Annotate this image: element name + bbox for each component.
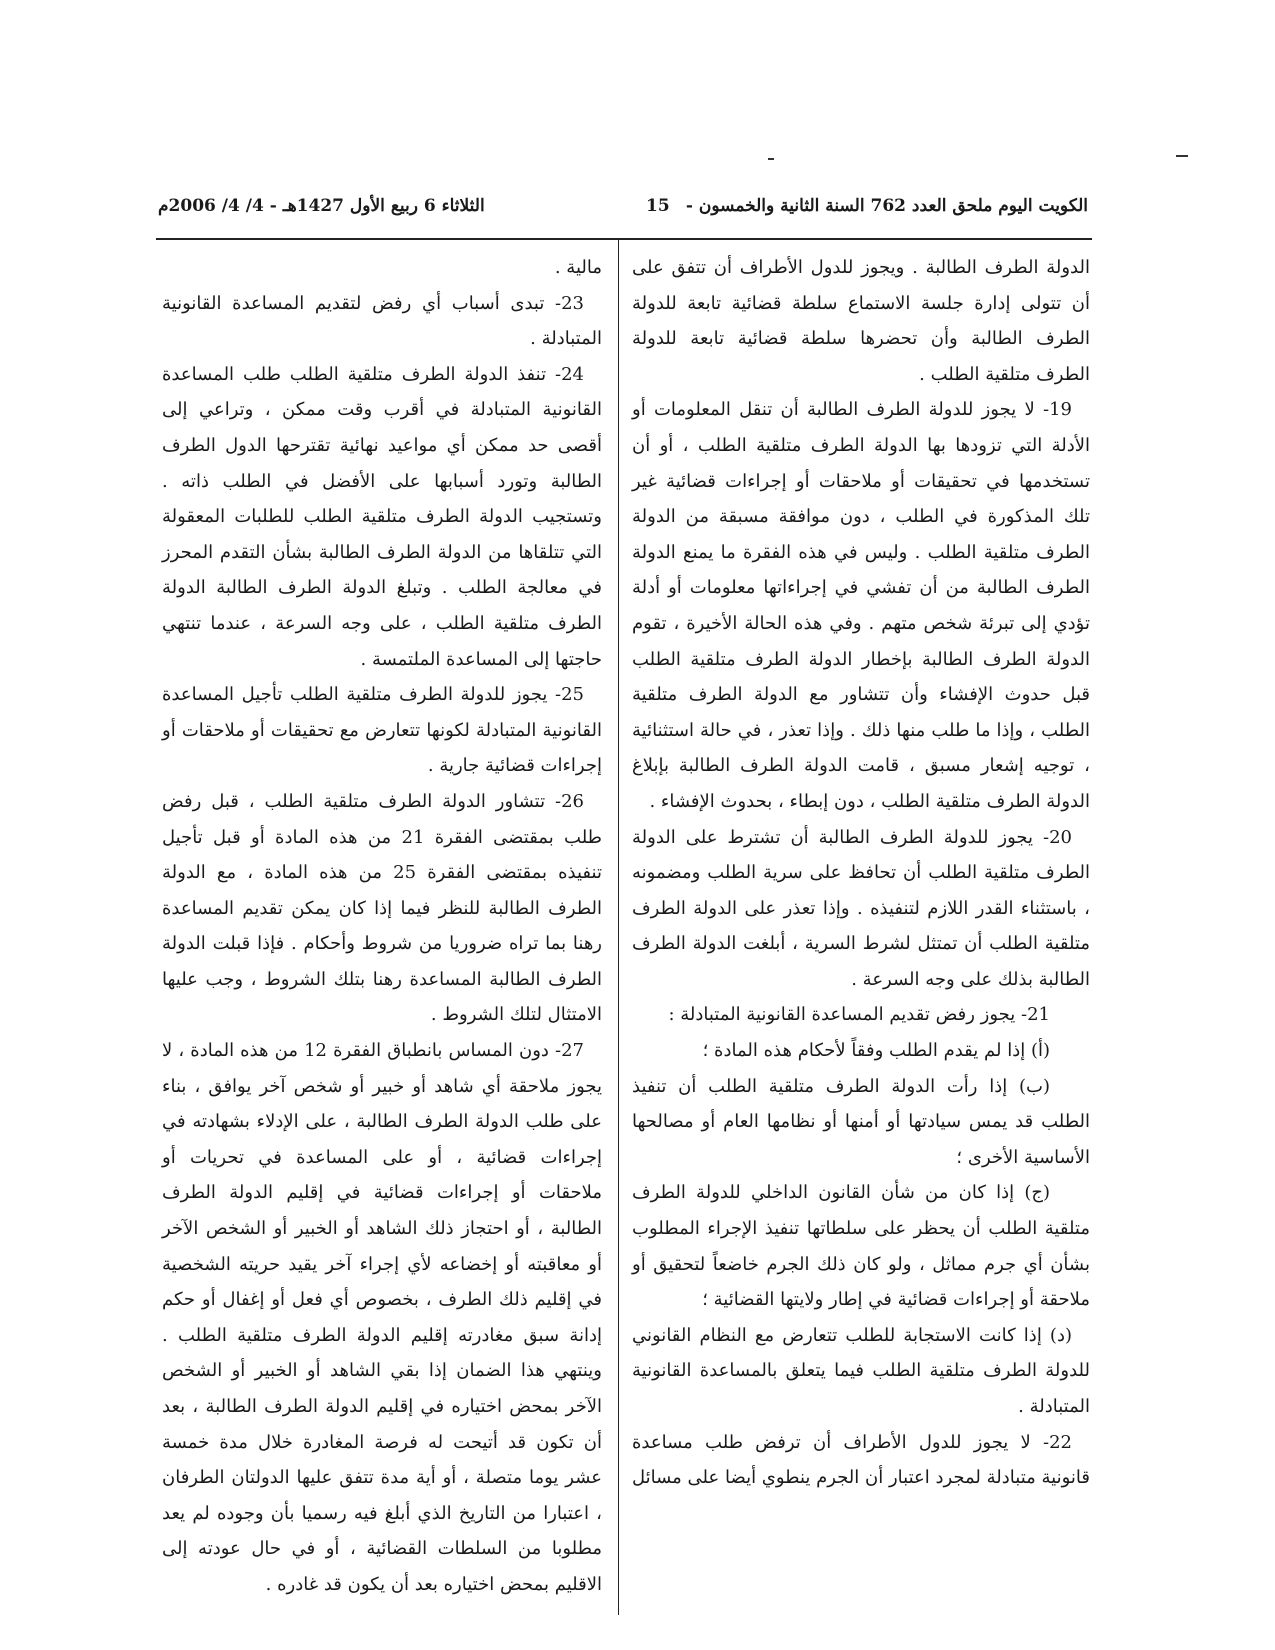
paragraph-24: 24- تنفذ الدولة الطرف متلقية الطلب طلب المساعدة القانونية المتبادلة في أقرب وقت ممكن ، وتراعي إلى أقصى حد ممكن أي مواعيد نهائية تقترحها الدول الطرف الطالبة وتورد أسبابها على الأفضل في الطلب ذاته . وتستجيب الدولة الطرف متلقية الطلب للطلبات المعقولة التي تتلقاها من الدولة الطرف الطالبة بشأن التقدم المحرز في معالجة الطلب . وتبلغ الدولة الطرف الطالبة الدولة الطرف متلقية الطلب ، على وجه السرعة ، عندما تنتهي حاجتها إلى المساعدة الملتمسة . <box>162 363 602 670</box>
paragraph: مالية . <box>554 257 602 278</box>
publication-title: الكويت اليوم ملحق العدد 762 السنة الثانية والخمسون - <box>685 196 1088 216</box>
paragraph-23: 23- تبدى أسباب أي رفض لتقديم المساعدة القانونية المتبادلة . <box>162 292 602 350</box>
clause-b: (ب) إذا رأت الدولة الطرف متلقية الطلب أن تنفيذ الطلب قد يمس سيادتها أو أمنها أو نظامها العام أو مصالحها الأساسية الأخرى ؛ <box>632 1075 1090 1168</box>
left-column <box>162 250 602 1603</box>
paragraph-21: 21- يجوز رفض تقديم المساعدة القانونية المتبادلة : <box>668 1004 1050 1026</box>
paragraph-27: 27- دون المساس بانطباق الفقرة 12 من هذه المادة ، لا يجوز ملاحقة أي شاهد أو خبير أو شخص آخر يوافق ، بناء على طلب الدولة الطرف الطالبة ، على الإدلاء بشهادته في إجراءات قضائية ، أو على المساعدة في تحريات أو ملاحقات أو إجراءات قضائية في إقليم الدولة الطرف الطالبة ، أو احتجاز ذلك الشاهد أو الخبير أو الشخص الآخر أو معاقبته أو إخضاعه لأي إجراء آخر يقيد حريته الشخصية في إقليم ذلك الطرف ، بخصوص أي فعل أو إغفال أو حكم إدانة سبق مغادرته إقليم الدولة الطرف متلقية الطلب . وينتهي هذا الضمان إذا بقي الشاهد أو الخبير أو الشخص الآخر بمحض اختياره في إقليم الدولة الطرف الطالبة ، بعد أن تكون قد أتيحت له فرصة المغادرة خلال مدة خمسة عشر يوما متصلة ، أو أية مدة تتفق عليها الدولتان الطرفان ، اعتبارا من التاريخ الذي أبلغ فيه رسميا بأن وجوده لم يعد مطلوبا من السلطات القضائية ، أو في حال عودته إلى الاقليم بمحض اختياره بعد أن يكون قد غادره . <box>162 1040 602 1595</box>
paragraph: الدولة الطرف الطالبة . ويجوز للدول الأطراف أن تتفق على أن تتولى إدارة جلسة الاستماع سلطة قضائية تابعة للدولة الطرف الطالبة وأن تحضرها سلطة قضائية تابعة للدولة الطرف متلقية الطلب . <box>632 257 1090 385</box>
header-divider <box>156 238 1092 240</box>
right-column <box>632 250 1090 1496</box>
scan-mark <box>1176 155 1188 157</box>
clause-d: (د) إذا كانت الاستجابة للطلب تتعارض مع النظام القانوني للدولة الطرف متلقية الطلب فيما يتعلق بالمساعدة القانونية المتبادلة . <box>632 1324 1090 1417</box>
scan-mark <box>768 158 774 160</box>
paragraph-20: 20- يجوز للدولة الطرف الطالبة أن تشترط على الدولة الطرف متلقية الطلب أن تحافظ على سرية الطلب ومضمونه ، باستثناء القدر اللازم لتنفيذه . وإذا تعذر على الدولة الطرف متلقية الطلب أن تمتثل لشرط السرية ، أبلغت الدولة الطرف الطالبة بذلك على وجه السرعة . <box>632 826 1090 990</box>
clause-a: (أ) إذا لم يقدم الطلب وفقاً لأحكام هذه المادة ؛ <box>702 1040 1050 1062</box>
issue-date: الثلاثاء 6 ربيع الأول 1427هـ - 4/ 4/ 2006م <box>158 196 485 216</box>
page-header <box>158 196 1088 230</box>
paragraph-26: 26- تتشاور الدولة الطرف متلقية الطلب ، قبل رفض طلب بمقتضى الفقرة 21 من هذه المادة أو قبل تأجيل تنفيذه بمقتضى الفقرة 25 من هذه المادة ، مع الدولة الطرف الطالبة للنظر فيما إذا كان يمكن تقديم المساعدة رهنا بما تراه ضروريا من شروط وأحكام . فإذا قبلت الدولة الطرف الطالبة المساعدة رهنا بتلك الشروط ، وجب عليها الامتثال لتلك الشروط . <box>162 790 602 1026</box>
column-divider <box>618 240 619 1615</box>
paragraph-22: 22- لا يجوز للدول الأطراف أن ترفض طلب مساعدة قانونية متبادلة لمجرد اعتبار أن الجرم ينطوي أيضا على مسائل <box>632 1431 1090 1489</box>
page-number: 15 <box>646 196 670 216</box>
paragraph-25: 25- يجوز للدولة الطرف متلقية الطلب تأجيل المساعدة القانونية المتبادلة لكونها تتعارض مع تحقيقات أو ملاحقات أو إجراءات قضائية جارية . <box>162 684 602 777</box>
clause-c: (ج) إذا كان من شأن القانون الداخلي للدولة الطرف متلقية الطلب أن يحظر على سلطاتها تنفيذ الإجراء المطلوب بشأن أي جرم مماثل ، ولو كان ذلك الجرم خاضعاً لتحقيق أو ملاحقة أو إجراءات قضائية في إطار ولايتها القضائية ؛ <box>632 1182 1090 1311</box>
paragraph-19: 19- لا يجوز للدولة الطرف الطالبة أن تنقل المعلومات أو الأدلة التي تزودها بها الدولة الطرف متلقية الطلب ، أو أن تستخدمها في تحقيقات أو ملاحقات أو إجراءات قضائية غير تلك المذكورة في الطلب ، دون موافقة مسبقة من الدولة الطرف متلقية الطلب . وليس في هذه الفقرة ما يمنع الدولة الطرف الطالبة من أن تفشي في إجراءاتها معلومات أو أدلة تؤدي إلى تبرئة شخص متهم . وفي هذه الحالة الأخيرة ، تقوم الدولة الطرف الطالبة بإخطار الدولة الطرف متلقية الطلب قبل حدوث الإفشاء وأن تتشاور مع الدولة الطرف متلقية الطلب ، وإذا ما طلب منها ذلك . وإذا تعذر ، في حالة استثنائية ، توجيه إشعار مسبق ، قامت الدولة الطرف الطالبة بإبلاغ الدولة الطرف متلقية الطلب ، دون إبطاء ، بحدوث الإفشاء . <box>632 399 1090 812</box>
